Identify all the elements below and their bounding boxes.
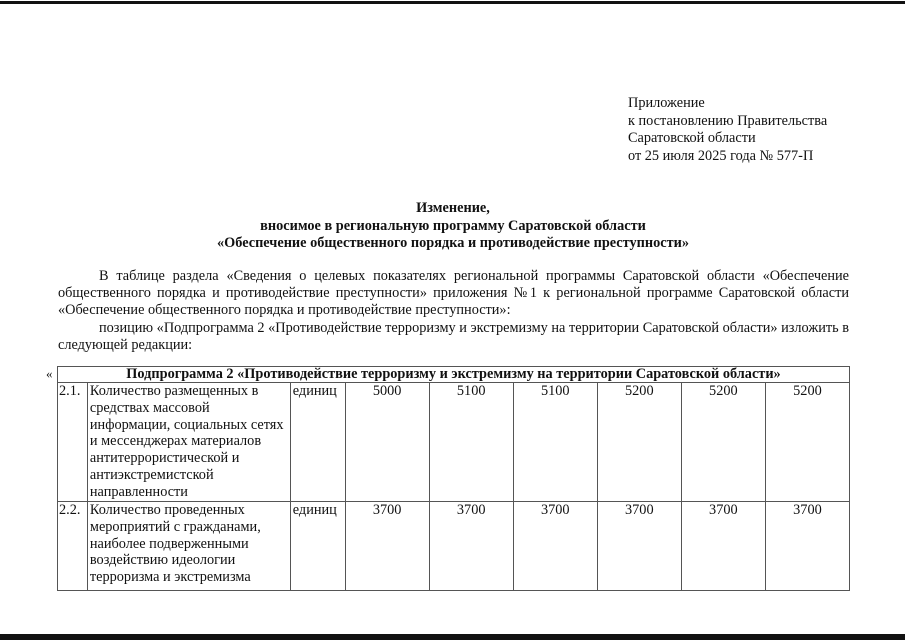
title-line: вносимое в региональную программу Саратовской области bbox=[260, 217, 646, 234]
row-number: 2.1. bbox=[58, 383, 88, 502]
row-description: Количество проведенных мероприятий с гражданами, наиболее подверженными воздействию идеологии терроризма и экстремизма bbox=[87, 502, 290, 591]
row-value: 5000 bbox=[345, 383, 429, 502]
appendix-line: к постановлению Правительства bbox=[628, 112, 828, 129]
row-unit: единиц bbox=[290, 383, 345, 502]
row-value: 3700 bbox=[597, 502, 681, 591]
row-value: 5200 bbox=[765, 383, 849, 502]
row-value: 3700 bbox=[429, 502, 513, 591]
row-value: 3700 bbox=[765, 502, 849, 591]
row-value: 5100 bbox=[429, 383, 513, 502]
appendix-block bbox=[628, 95, 827, 165]
scan-border-top bbox=[0, 1, 905, 4]
table-header-row bbox=[58, 367, 850, 383]
appendix-line: Саратовской области bbox=[628, 130, 756, 146]
row-unit: единиц bbox=[290, 502, 345, 591]
document-title bbox=[150, 200, 756, 253]
row-value: 5200 bbox=[597, 383, 681, 502]
title-line: Изменение, bbox=[416, 200, 490, 216]
appendix-line: от 25 июля 2025 года № 577-П bbox=[628, 147, 814, 164]
row-value: 3700 bbox=[513, 502, 597, 591]
row-value: 3700 bbox=[345, 502, 429, 591]
indicators-table bbox=[57, 366, 850, 591]
paragraph: позицию «Подпрограмма 2 «Противодействие терроризму и экстремизму на территории Саратовской области» изложить в следующей редакции: bbox=[58, 319, 849, 353]
body-text bbox=[58, 268, 849, 354]
row-value: 5100 bbox=[513, 383, 597, 502]
row-value: 3700 bbox=[681, 502, 765, 591]
appendix-line: Приложение bbox=[628, 95, 705, 111]
title-line: «Обеспечение общественного порядка и противодействие преступности» bbox=[216, 235, 690, 251]
subprogram-header: Подпрограмма 2 «Противодействие терроризму и экстремизму на территории Саратовской области» bbox=[58, 367, 850, 383]
row-description: Количество размещенных в средствах массовой информации, социальных сетях и мессенджерах материалов антитеррористической и антиэкстремистской направленности bbox=[87, 383, 290, 502]
row-number: 2.2. bbox=[58, 502, 88, 591]
table-row bbox=[58, 383, 850, 502]
scan-border-bottom bbox=[0, 634, 905, 640]
paragraph: В таблице раздела «Сведения о целевых показателях региональной программы Саратовской области «Обеспечение общественного порядка и противодействие преступности» приложения №1 к региональной программе Саратовской области «Обеспечение общественного порядка и противодействие преступности»: bbox=[58, 268, 849, 319]
open-quote: « bbox=[46, 366, 53, 381]
row-value: 5200 bbox=[681, 383, 765, 502]
table-row bbox=[58, 502, 850, 591]
